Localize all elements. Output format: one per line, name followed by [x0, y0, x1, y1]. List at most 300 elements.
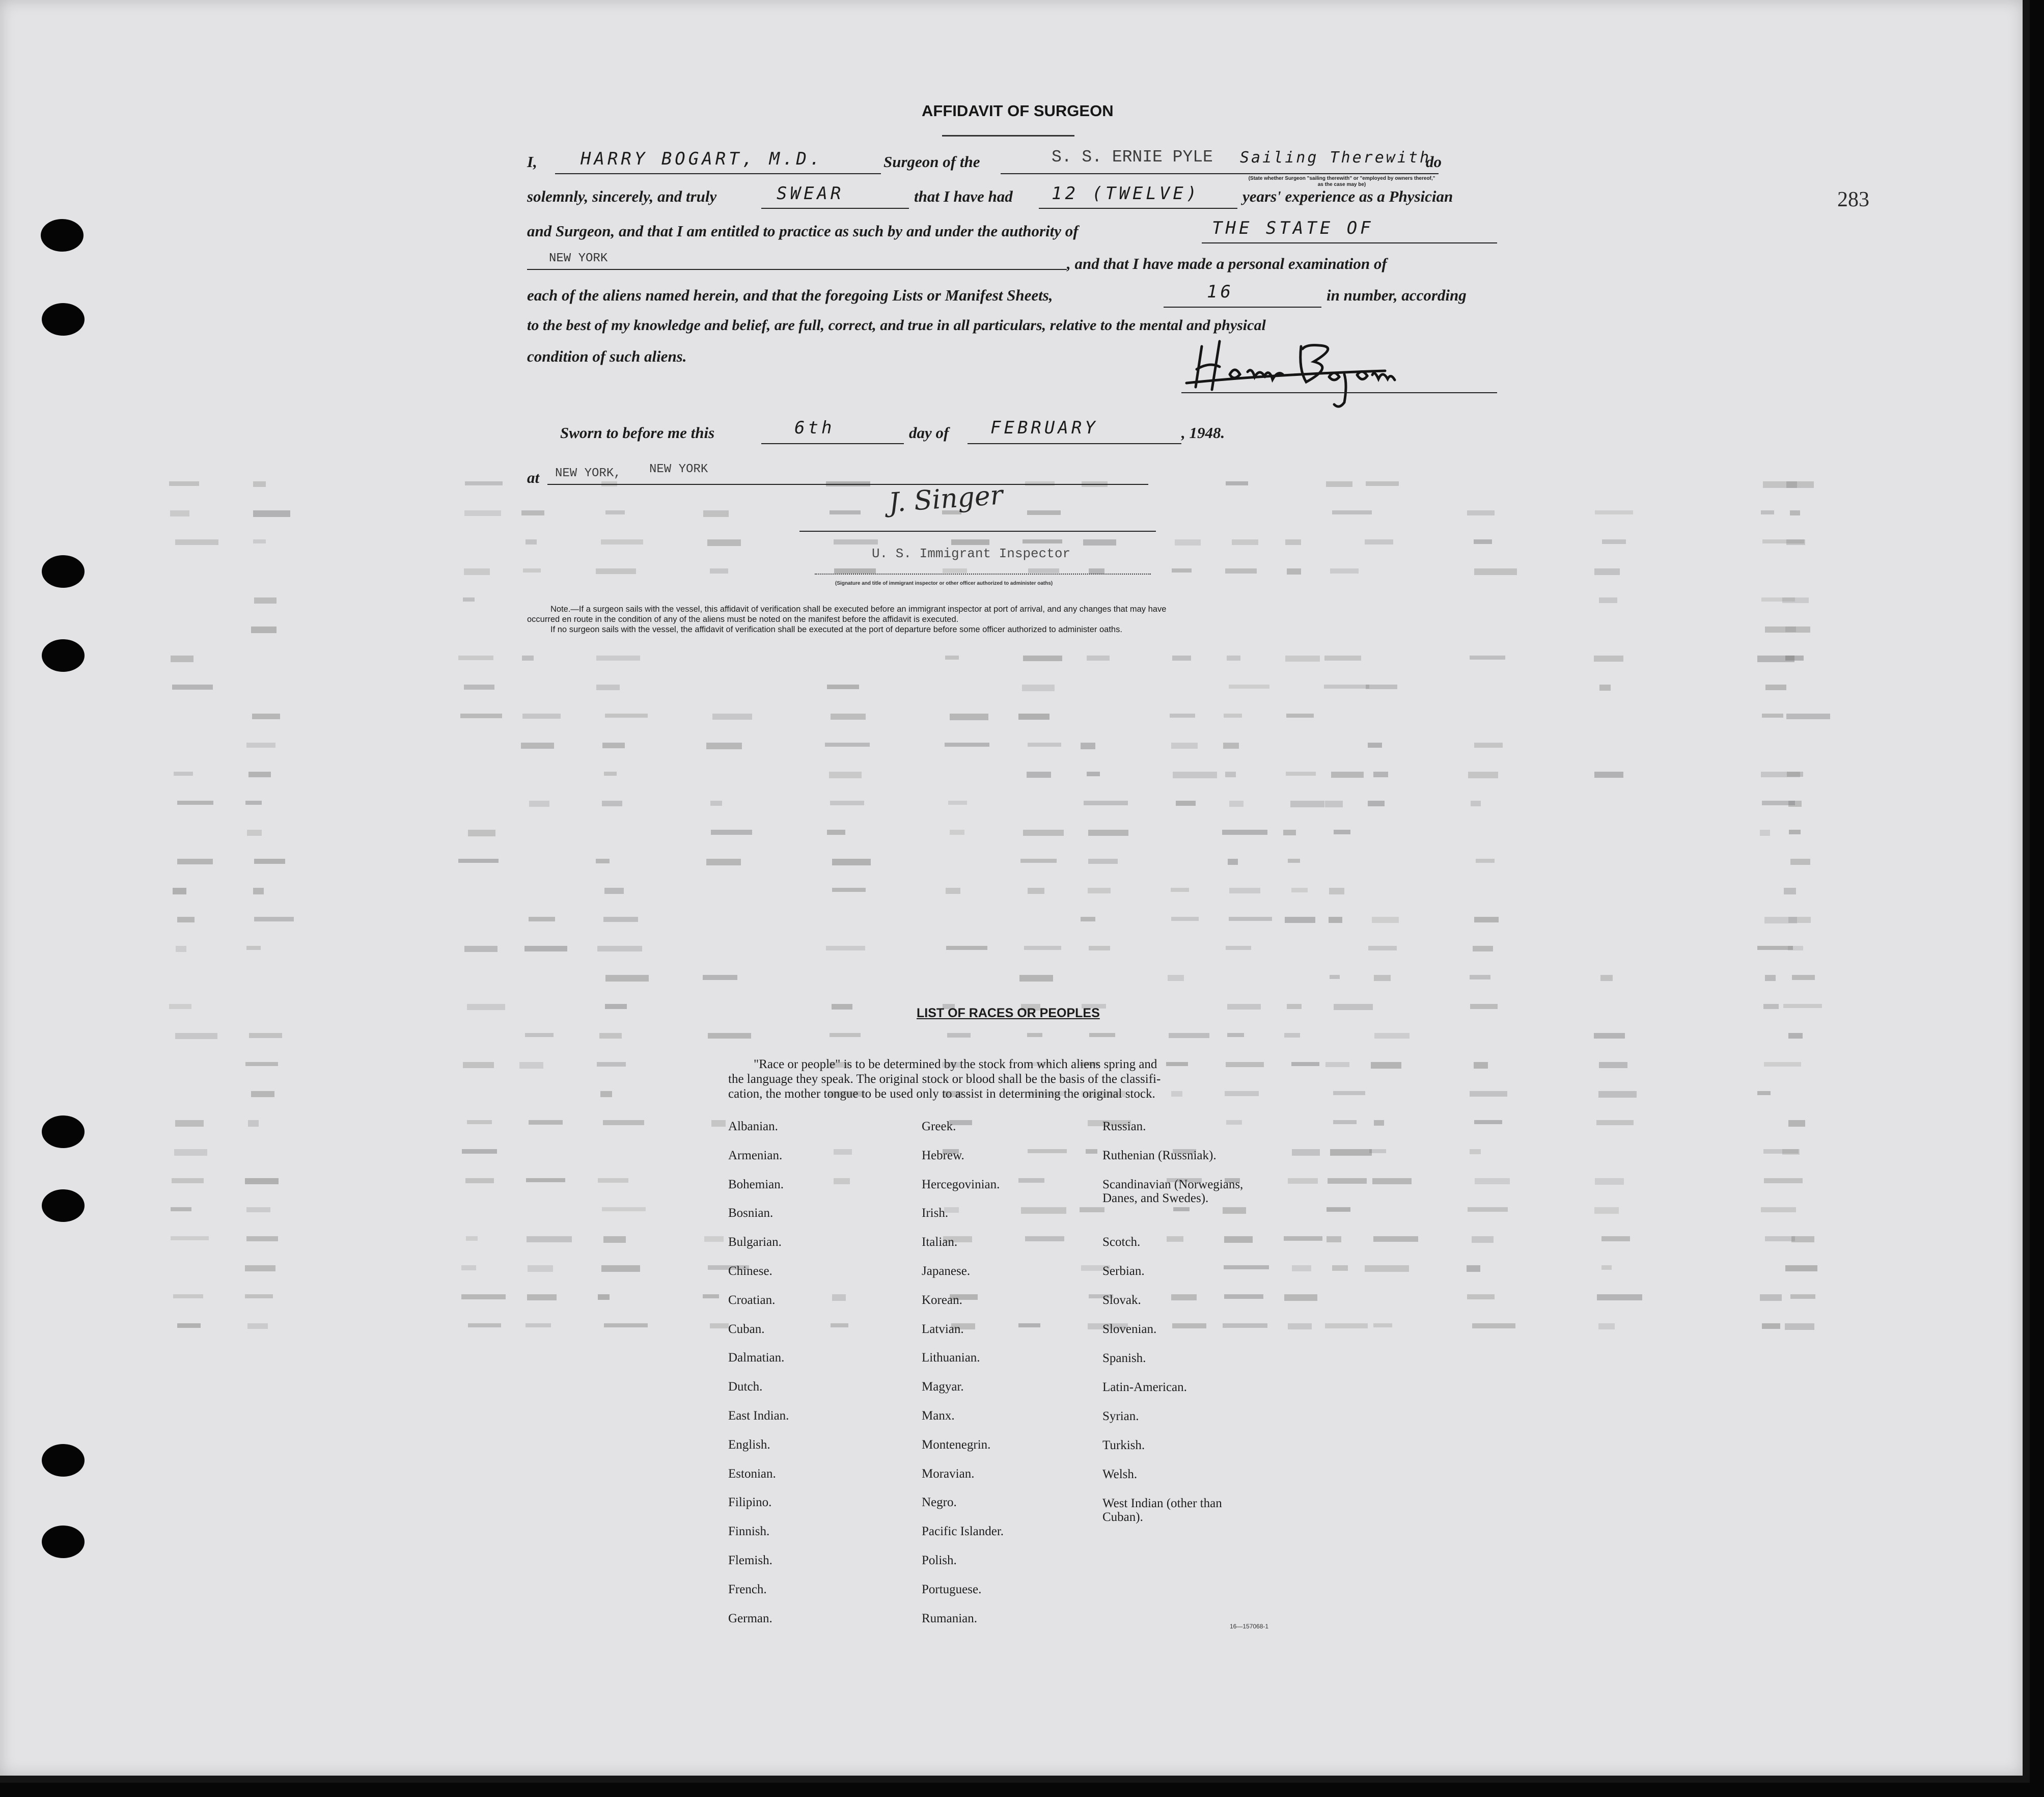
bleed-mark [1223, 743, 1239, 749]
bleed-mark [1783, 1004, 1822, 1008]
bleed-mark [1366, 481, 1399, 486]
bleed-mark [1594, 1207, 1619, 1214]
race-entry: Greek. [922, 1120, 956, 1133]
bleed-mark [1788, 917, 1811, 923]
bleed-mark [1229, 888, 1260, 893]
form-number: 16—157068-1 [1230, 1623, 1269, 1630]
bleed-mark [1224, 1265, 1269, 1269]
bleed-mark [173, 1294, 203, 1298]
bleed-mark [1327, 1207, 1350, 1212]
authority-line [1202, 242, 1497, 243]
bleed-mark [830, 801, 864, 805]
race-entry: Bulgarian. [728, 1235, 782, 1249]
bleed-mark [832, 1004, 852, 1010]
bleed-mark [831, 1323, 848, 1327]
punch-hole [42, 555, 85, 588]
bleed-mark [249, 1033, 282, 1038]
bleed-mark [1599, 1062, 1627, 1068]
bleed-mark [711, 830, 752, 835]
bleed-mark [1788, 1120, 1805, 1127]
bleed-mark [248, 1120, 259, 1127]
bleed-mark [602, 1207, 646, 1211]
bleed-mark [252, 714, 280, 719]
bleed-mark [254, 917, 294, 921]
bleed-mark [1372, 1178, 1412, 1184]
bleed-mark [174, 1149, 207, 1156]
bleed-mark [832, 888, 866, 892]
authority-line2: NEW YORK [549, 252, 608, 265]
bleed-mark [832, 859, 871, 865]
sworn-month-line [968, 443, 1181, 444]
text-personal-exam: , and that I have made a personal examination of [1067, 255, 1387, 273]
bleed-mark [173, 888, 186, 894]
bleed-mark [945, 743, 989, 747]
place-state: NEW YORK [649, 462, 708, 476]
race-entry: Finnish. [728, 1524, 770, 1539]
bleed-mark [1081, 917, 1095, 921]
sworn-day: 6th [794, 418, 835, 438]
bleed-mark [1227, 1033, 1244, 1037]
bleed-mark [466, 1236, 478, 1241]
bleed-mark [246, 946, 261, 950]
bleed-mark [527, 1294, 557, 1300]
bleed-mark [1224, 1294, 1263, 1299]
race-entry: Bosnian. [728, 1206, 774, 1220]
bleed-mark [1784, 888, 1796, 894]
bleed-mark [708, 1033, 751, 1039]
bleed-mark [1763, 1149, 1799, 1154]
race-entry: Ruthenian (Russniak). [1102, 1149, 1217, 1162]
bleed-mark [1470, 1149, 1481, 1154]
bleed-mark [1229, 801, 1244, 807]
text-solemnly: solemnly, sincerely, and truly [527, 187, 717, 205]
bleed-mark [1088, 830, 1128, 836]
bleed-mark [1228, 859, 1238, 865]
bleed-mark [176, 946, 186, 952]
bleed-mark [1324, 685, 1369, 689]
bleed-mark [1762, 1323, 1780, 1329]
race-entry: Portuguese. [922, 1582, 982, 1596]
vessel-line [1001, 173, 1235, 174]
bleed-mark [1334, 1004, 1373, 1010]
bleed-mark [1232, 539, 1258, 545]
bleed-mark [1023, 830, 1064, 836]
bleed-mark [1474, 539, 1492, 544]
race-entry: Flemish. [728, 1554, 772, 1567]
bleed-mark [1594, 568, 1620, 575]
bleed-mark [464, 510, 501, 516]
surgeon-signature [1171, 326, 1456, 418]
bleed-mark [461, 1265, 476, 1270]
bleed-mark [948, 801, 967, 805]
bleed-mark [464, 685, 494, 690]
bleed-mark [245, 1294, 273, 1298]
bleed-mark [1171, 917, 1199, 921]
bleed-mark [1292, 1149, 1320, 1156]
bleed-mark [1291, 888, 1308, 892]
bleed-mark [1594, 772, 1623, 778]
bleed-mark [254, 859, 285, 864]
bleed-mark [1467, 1294, 1495, 1299]
bleed-mark [1470, 1004, 1498, 1009]
bleed-mark [1788, 1033, 1803, 1039]
bleed-mark [247, 1323, 268, 1329]
bleed-mark [1285, 539, 1301, 545]
bleed-mark [602, 801, 622, 806]
race-entry: Armenian. [728, 1148, 783, 1162]
bleed-mark [1785, 1323, 1814, 1330]
race-entry: Slovak. [1102, 1293, 1141, 1307]
page-number: 283 [1837, 188, 1869, 211]
bleed-mark [529, 917, 555, 921]
bleed-mark [1782, 597, 1809, 603]
bleed-mark [1023, 539, 1062, 543]
bleed-mark [1018, 1178, 1044, 1183]
bleed-mark [1084, 801, 1128, 805]
inspector-signature-line [799, 531, 1156, 532]
bleed-mark [1760, 1294, 1782, 1301]
bleed-mark [1601, 1236, 1630, 1241]
bleed-mark [1761, 510, 1774, 514]
bleed-mark [1789, 830, 1801, 834]
bleed-mark [1176, 801, 1196, 806]
bleed-mark [246, 743, 275, 748]
bleed-mark [468, 1323, 501, 1327]
bleed-mark [1287, 1004, 1302, 1009]
race-entry: Cuban. [728, 1322, 765, 1336]
bleed-mark [1763, 1004, 1779, 1009]
text-at: at [527, 469, 540, 486]
note-line-3: If no surgeon sails with the vessel, the affidavit of verification shall be executed at the port of departure before some officer authorized to administer oaths. [550, 625, 1122, 634]
bleed-mark [1372, 917, 1399, 923]
bleed-mark [468, 830, 495, 836]
bleed-mark [525, 1033, 554, 1037]
bleed-mark [1024, 946, 1061, 950]
race-entry: Irish. [922, 1206, 949, 1220]
bleed-mark [170, 510, 189, 516]
bleed-mark [521, 743, 554, 749]
bleed-mark [832, 1294, 846, 1301]
bleed-mark [1468, 1207, 1508, 1212]
bleed-mark [1226, 481, 1248, 485]
bleed-mark [710, 568, 728, 574]
bleed-mark [522, 714, 561, 719]
bleed-mark [1788, 801, 1802, 807]
bleed-mark [831, 714, 866, 720]
race-entry: Estonian. [728, 1466, 776, 1481]
bleed-mark [1028, 1149, 1067, 1153]
bleed-mark [1172, 1323, 1206, 1328]
bleed-mark [526, 539, 537, 544]
text-i: I, [527, 153, 537, 171]
bleed-mark [1325, 1062, 1349, 1067]
race-entry: Spanish. [1102, 1351, 1146, 1365]
race-entry: Rumanian. [922, 1611, 978, 1625]
bleed-mark [1470, 1091, 1507, 1097]
bleed-mark [1601, 1265, 1612, 1270]
bleed-mark [1368, 743, 1382, 748]
bleed-mark [253, 888, 264, 894]
bleed-mark [1089, 946, 1110, 950]
bleed-mark [834, 568, 876, 574]
punch-hole [42, 303, 85, 336]
bleed-mark [1328, 1178, 1367, 1184]
bleed-mark [1785, 1265, 1817, 1271]
race-entry: German. [728, 1611, 772, 1625]
bleed-mark [1762, 714, 1783, 718]
race-entry: Dalmatian. [728, 1351, 785, 1365]
bleed-mark [1761, 772, 1800, 777]
bleed-mark [1284, 1033, 1300, 1038]
bleed-mark [1019, 975, 1053, 982]
bleed-mark [1333, 1091, 1365, 1095]
punch-hole [42, 1115, 85, 1148]
bleed-mark [603, 917, 638, 922]
sailing-status: Sailing Therewith [1240, 149, 1431, 167]
bleed-mark [1595, 1178, 1624, 1185]
bleed-mark [1785, 656, 1804, 661]
bleed-mark [1594, 1033, 1625, 1039]
bleed-mark [522, 656, 534, 661]
bleed-mark [1173, 772, 1217, 778]
oath-word: SWEAR [777, 183, 844, 204]
bleed-mark [253, 539, 266, 543]
bleed-mark [1087, 656, 1110, 661]
bleed-mark [946, 946, 987, 950]
race-entry: Syrian. [1102, 1409, 1139, 1423]
bleed-mark [600, 1091, 612, 1097]
bleed-mark [1600, 975, 1613, 981]
bleed-mark [1470, 975, 1490, 979]
bleed-mark [177, 1323, 201, 1328]
bleed-mark [1224, 714, 1242, 718]
bleed-mark [177, 801, 213, 805]
punch-hole [42, 1189, 85, 1222]
bleed-mark [1330, 975, 1340, 979]
race-entry: Korean. [922, 1293, 962, 1307]
bleed-mark [1285, 656, 1320, 662]
bleed-mark [172, 685, 213, 690]
bleed-mark [1028, 743, 1061, 747]
bleed-mark [458, 859, 499, 863]
bleed-mark [834, 1149, 852, 1155]
bleed-mark [1765, 627, 1810, 633]
bleed-mark [1472, 1236, 1494, 1243]
bleed-mark [1368, 801, 1385, 806]
bleed-mark [1474, 1120, 1502, 1124]
bleed-mark [1786, 714, 1830, 719]
race-entry: Latvian. [922, 1322, 964, 1336]
bleed-mark [1366, 685, 1397, 689]
authority-line1: THE STATE OF [1212, 218, 1374, 238]
bleed-mark [1229, 685, 1269, 689]
bleed-mark [1332, 510, 1372, 514]
bleed-mark [1373, 1236, 1418, 1242]
bleed-mark [1227, 1004, 1261, 1010]
bleed-mark [603, 1120, 644, 1125]
bleed-mark [1368, 946, 1397, 950]
text-day-of: day of [909, 424, 949, 442]
bleed-mark [1765, 1236, 1795, 1241]
bleed-mark [1791, 1236, 1814, 1242]
race-entry: Hercegovinian. [922, 1177, 1000, 1191]
inspector-title: U. S. Immigrant Inspector [872, 546, 1071, 561]
bleed-mark [1018, 714, 1049, 720]
bleed-mark [596, 859, 610, 863]
bleed-mark [1599, 685, 1611, 691]
bleed-mark [706, 859, 741, 865]
punch-hole [41, 219, 84, 252]
bleed-mark [834, 539, 878, 544]
sworn-day-line [761, 443, 904, 444]
bleed-mark [1332, 1265, 1348, 1271]
bleed-mark [596, 656, 640, 661]
bleed-mark [1470, 656, 1505, 660]
bleed-mark [526, 1178, 565, 1182]
race-entry: Turkish. [1102, 1438, 1145, 1452]
bleed-mark [827, 685, 859, 689]
bleed-mark [597, 1062, 626, 1067]
bleed-mark [1782, 1149, 1800, 1155]
race-entry: Serbian. [1102, 1264, 1145, 1278]
bleed-mark [1025, 1236, 1064, 1241]
race-entry: Japanese. [922, 1264, 971, 1278]
bleed-mark [253, 481, 266, 487]
bleed-mark [1223, 1207, 1246, 1214]
race-entry: French. [728, 1582, 767, 1596]
bleed-mark [1326, 481, 1352, 487]
bleed-mark [1021, 1207, 1066, 1214]
bleed-mark [604, 772, 617, 776]
bleed-mark [1594, 656, 1623, 662]
bleed-mark [605, 975, 649, 982]
bleed-mark [1474, 1062, 1488, 1069]
race-entry: Chinese. [728, 1264, 772, 1278]
races-title: LIST OF RACES OR PEOPLES [917, 1006, 1100, 1020]
place-city: NEW YORK, [555, 467, 621, 480]
bleed-mark [177, 859, 213, 864]
bleed-mark [1226, 946, 1251, 950]
races-intro-line-3: cation, the mother tongue to be used only to assist in determining the original stock. [728, 1087, 1155, 1101]
bleed-mark [1468, 772, 1498, 778]
bleed-mark [1790, 859, 1810, 865]
bleed-mark [1474, 917, 1499, 922]
bleed-mark [1374, 1120, 1384, 1126]
bleed-mark [174, 772, 193, 776]
bleed-mark [597, 946, 642, 951]
punch-hole [42, 1526, 85, 1558]
bleed-mark [1764, 1178, 1803, 1183]
text-in-number: in number, according [1327, 286, 1467, 304]
bleed-mark [465, 481, 503, 485]
bleed-mark [171, 1207, 191, 1211]
bleed-mark [601, 539, 643, 544]
bleed-mark [1229, 917, 1272, 921]
bleed-mark [245, 1265, 275, 1271]
bleed-mark [1757, 656, 1794, 662]
bleed-mark [1374, 1033, 1410, 1039]
years-experience: 12 (TWELVE) [1052, 183, 1200, 204]
bleed-mark [1365, 539, 1393, 544]
bleed-mark [171, 656, 194, 662]
bleed-mark [1788, 946, 1803, 950]
bleed-mark [950, 714, 988, 720]
text-condition: condition of such aliens. [527, 347, 687, 365]
bleed-mark [711, 1120, 726, 1127]
bleed-mark [1790, 1294, 1815, 1299]
bleed-mark [943, 568, 967, 573]
bleed-mark [465, 1178, 494, 1183]
text-sworn: Sworn to before me this [560, 424, 715, 442]
bleed-mark [246, 1236, 278, 1241]
surgeon-name-line [555, 173, 881, 174]
bleed-mark [596, 685, 620, 690]
authority-line2-rule [527, 269, 1067, 270]
text-best-knowledge: to the best of my knowledge and belief, are full, correct, and true in all particulars, relative to the mental and physical [527, 317, 1266, 334]
bleed-mark [703, 975, 737, 980]
bleed-mark [1786, 539, 1805, 545]
races-intro-line-2: the language they speak. The original stock or blood shall be the basis of the classifi- [728, 1072, 1161, 1086]
bleed-mark [171, 1236, 209, 1240]
sheet-count: 16 [1207, 282, 1234, 302]
bleed-mark [245, 1178, 279, 1184]
bleed-mark [529, 1120, 563, 1125]
bleed-mark [826, 946, 865, 950]
bleed-mark [1757, 946, 1793, 950]
bleed-mark [1324, 656, 1361, 661]
bleed-mark [1365, 1265, 1409, 1272]
bleed-mark [246, 1207, 270, 1212]
bleed-mark [248, 772, 271, 777]
bleed-mark [602, 743, 625, 748]
bleed-mark [950, 830, 964, 835]
bleed-mark [1757, 1091, 1771, 1095]
bleed-mark [467, 1004, 505, 1010]
race-entry: Latin-American. [1102, 1380, 1187, 1394]
bleed-mark [1027, 772, 1051, 778]
bleed-mark [1225, 568, 1257, 574]
bleed-mark [825, 743, 870, 747]
bleed-mark [1087, 772, 1100, 776]
sworn-month: FEBRUARY [990, 418, 1098, 438]
bleed-mark [1023, 656, 1062, 661]
bleed-mark [1022, 685, 1055, 691]
bleed-mark [177, 917, 195, 922]
race-entry: Pacific Islander. [922, 1524, 1004, 1539]
bleed-mark [463, 1062, 494, 1068]
bleed-mark [703, 510, 729, 517]
sheet-count-line [1164, 307, 1321, 308]
bleed-mark [519, 1062, 543, 1069]
bleed-mark [1172, 568, 1192, 573]
bleed-mark [830, 510, 861, 514]
punch-hole [42, 1444, 85, 1477]
bleed-mark [710, 1323, 729, 1328]
bleed-mark [1765, 975, 1776, 981]
years-line [1039, 208, 1237, 209]
race-entry: Filipino. [728, 1495, 772, 1510]
bleed-mark [1086, 1149, 1097, 1154]
race-entry: Manx. [922, 1409, 955, 1423]
surgeon-signature-line [1181, 392, 1497, 393]
bleed-mark [1088, 888, 1111, 893]
bleed-mark [1173, 1207, 1190, 1211]
bleed-mark [1474, 743, 1503, 748]
bleed-mark [601, 1265, 640, 1272]
race-entry: West Indian (other than [1102, 1496, 1222, 1510]
bleed-mark [1472, 1323, 1515, 1328]
bleed-mark [1288, 1323, 1312, 1329]
